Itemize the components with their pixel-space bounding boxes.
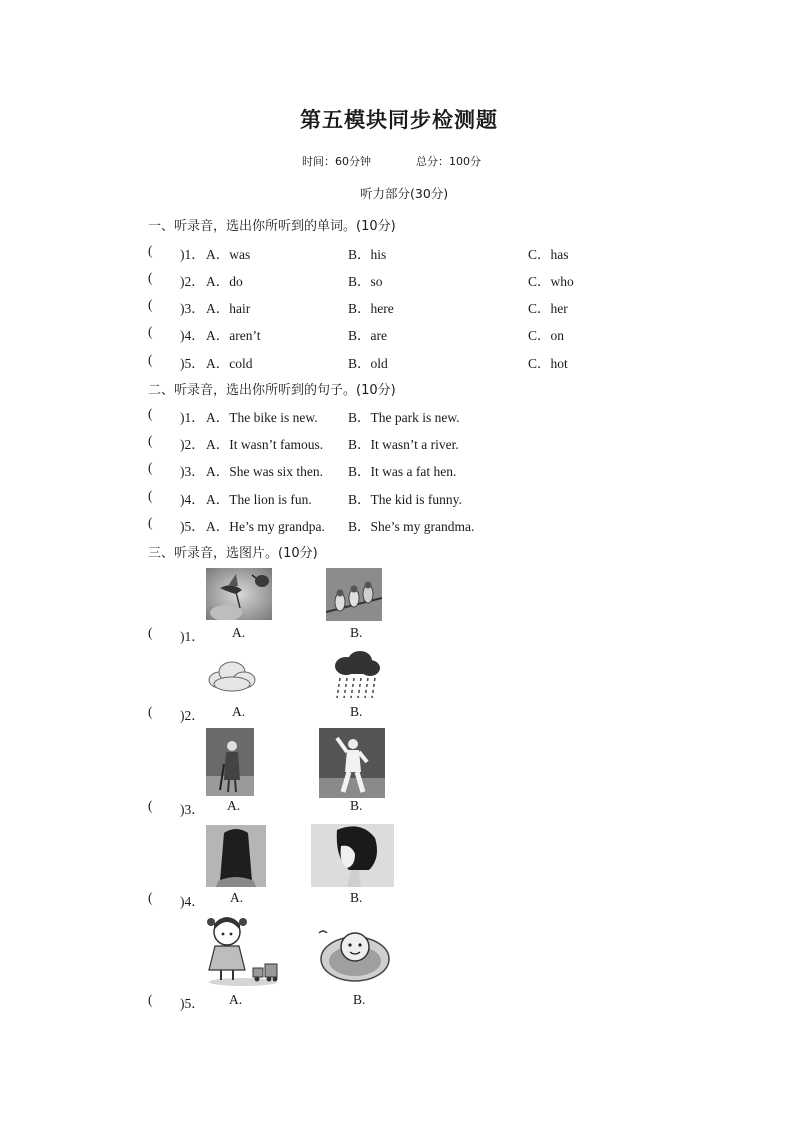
option-b[interactable]: B．old: [348, 356, 388, 371]
answer-paren[interactable]: (: [148, 992, 153, 1007]
option-a[interactable]: A．He’s my grandpa.: [206, 519, 325, 534]
option-b[interactable]: B.: [350, 704, 363, 719]
option-c[interactable]: C．has: [528, 247, 569, 262]
birds-on-branch-photo-icon[interactable]: [326, 568, 382, 621]
option-c[interactable]: C．who: [528, 274, 574, 289]
rain-cloud-icon[interactable]: [332, 650, 382, 700]
option-a[interactable]: A．The bike is new.: [206, 410, 318, 425]
option-b[interactable]: B.: [350, 798, 363, 813]
question-number: )2．: [180, 274, 205, 289]
listening-header: 听力部分(30分): [360, 186, 449, 201]
answer-paren[interactable]: (: [148, 890, 153, 905]
option-b[interactable]: B．It wasn’t a river.: [348, 437, 459, 452]
hummingbird-photo-icon[interactable]: [206, 568, 272, 620]
option-a[interactable]: A．She was six then.: [206, 464, 323, 479]
option-b[interactable]: B.: [350, 890, 363, 905]
answer-paren[interactable]: (: [148, 460, 153, 475]
section-3-heading: 三、听录音，选图片。(10分): [148, 546, 318, 561]
answer-paren[interactable]: (: [148, 433, 153, 448]
option-a[interactable]: A.: [229, 992, 243, 1007]
short-hair-photo-icon[interactable]: [311, 824, 394, 887]
girl-with-toy-train-icon[interactable]: [205, 912, 281, 986]
answer-paren[interactable]: (: [148, 352, 153, 367]
option-a[interactable]: A.: [232, 625, 246, 640]
option-c[interactable]: C．her: [528, 301, 568, 316]
option-b[interactable]: B．his: [348, 247, 387, 262]
option-a[interactable]: A．aren’t: [206, 328, 261, 343]
answer-paren[interactable]: (: [148, 515, 153, 530]
option-c[interactable]: C．on: [528, 328, 565, 343]
option-c[interactable]: C．hot: [528, 356, 568, 371]
cloud-icon[interactable]: [206, 656, 258, 694]
page-title: 第五模块同步检测题: [300, 108, 498, 132]
option-a[interactable]: A．cold: [206, 356, 253, 371]
answer-paren[interactable]: (: [148, 704, 153, 719]
question-number: )5．: [180, 356, 205, 371]
option-a[interactable]: A．The lion is fun.: [206, 492, 312, 507]
time-limit: 时间：60分钟: [302, 155, 371, 168]
answer-paren[interactable]: (: [148, 625, 153, 640]
option-b[interactable]: B.: [350, 625, 363, 640]
answer-paren[interactable]: (: [148, 297, 153, 312]
question-number: )5．: [180, 996, 205, 1011]
question-number: )3．: [180, 802, 205, 817]
section-2-heading: 二、听录音，选出你所听到的句子。(10分): [148, 383, 396, 398]
option-b[interactable]: B．here: [348, 301, 394, 316]
answer-paren[interactable]: (: [148, 324, 153, 339]
option-b[interactable]: B．The park is new.: [348, 410, 460, 425]
option-a[interactable]: A.: [230, 890, 244, 905]
question-number: )3．: [180, 464, 205, 479]
answer-paren[interactable]: (: [148, 406, 153, 421]
answer-paren[interactable]: (: [148, 488, 153, 503]
answer-paren[interactable]: (: [148, 270, 153, 285]
option-b[interactable]: B.: [353, 992, 366, 1007]
option-b[interactable]: B．It was a fat hen.: [348, 464, 457, 479]
option-b[interactable]: B．so: [348, 274, 383, 289]
question-number: )4．: [180, 894, 205, 909]
question-number: )4．: [180, 492, 205, 507]
option-a[interactable]: A.: [232, 704, 246, 719]
long-hair-photo-icon[interactable]: [206, 825, 266, 887]
option-a[interactable]: A．do: [206, 274, 243, 289]
section-1-heading: 一、听录音，选出你所听到的单词。(10分): [148, 219, 396, 234]
total-score: 总分：100分: [416, 155, 481, 168]
question-number: )2．: [180, 437, 205, 452]
old-woman-with-cane-photo-icon[interactable]: [206, 728, 254, 796]
question-number: )2．: [180, 708, 205, 723]
question-number: )4．: [180, 328, 205, 343]
option-a[interactable]: A．was: [206, 247, 251, 262]
baby-in-bath-icon[interactable]: [315, 923, 393, 985]
question-number: )1．: [180, 247, 205, 262]
option-a[interactable]: A．hair: [206, 301, 251, 316]
option-a[interactable]: A．It wasn’t famous.: [206, 437, 324, 452]
question-number: )1．: [180, 629, 205, 644]
option-b[interactable]: B．The kid is funny.: [348, 492, 462, 507]
answer-paren[interactable]: (: [148, 798, 153, 813]
man-doing-tai-chi-photo-icon[interactable]: [319, 728, 385, 798]
question-number: )1．: [180, 410, 205, 425]
option-a[interactable]: A.: [227, 798, 241, 813]
option-b[interactable]: B．are: [348, 328, 387, 343]
option-b[interactable]: B．She’s my grandma.: [348, 519, 475, 534]
question-number: )3．: [180, 301, 205, 316]
answer-paren[interactable]: (: [148, 243, 153, 258]
question-number: )5．: [180, 519, 205, 534]
